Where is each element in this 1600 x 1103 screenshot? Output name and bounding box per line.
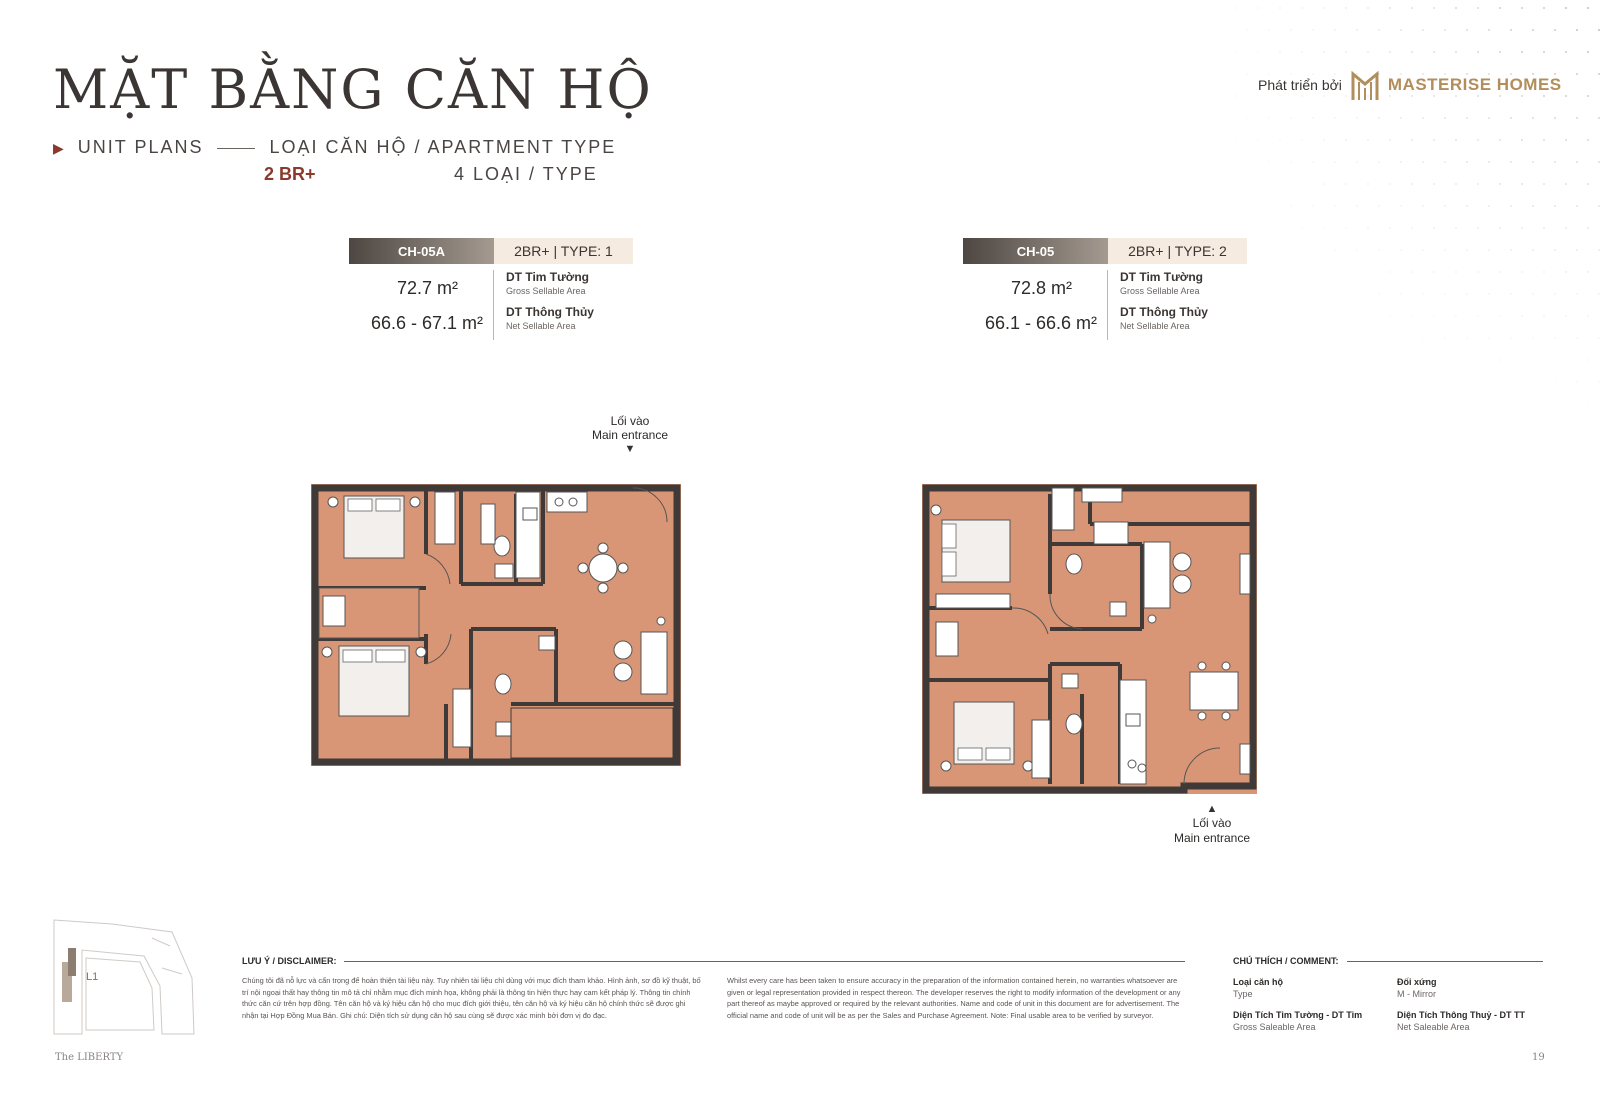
- legend-key: Diện Tích Thông Thuỷ - DT TT: [1397, 1010, 1525, 1020]
- triangle-bullet-icon: ▶: [53, 140, 66, 156]
- disclaimer-title: LƯU Ý / DISCLAIMER:: [242, 956, 337, 966]
- developed-by-label: Phát triển bởi: [1258, 77, 1342, 93]
- gross-area-label-en: Gross Sellable Area: [506, 286, 586, 296]
- comment-header: [1233, 956, 1543, 966]
- developer-brand: [1258, 68, 1562, 102]
- divider-line: [1347, 961, 1544, 962]
- comment-title: CHÚ THÍCH / COMMENT:: [1233, 956, 1339, 966]
- brand-name: MASTERISE HOMES: [1387, 75, 1562, 94]
- legend-item: [1397, 1010, 1525, 1032]
- divider-line: [217, 148, 255, 149]
- legend-item: [1397, 977, 1437, 999]
- unit-type: 2BR+ | TYPE: 1: [494, 238, 633, 264]
- legend-key: Đối xứng: [1397, 977, 1437, 987]
- entrance-label-en: Main entrance: [591, 428, 669, 443]
- page-number: 19: [1532, 1052, 1545, 1063]
- main-entrance-marker-2: [1162, 803, 1262, 845]
- legend-item: [1233, 1010, 1362, 1032]
- legend-key: Diện Tích Tim Tường - DT Tim: [1233, 1010, 1363, 1020]
- apartment-type-label: LOẠI CĂN HỘ / APARTMENT TYPE: [269, 137, 617, 157]
- legend-item: [1233, 977, 1283, 999]
- type-count: 4 LOẠI / TYPE: [454, 164, 598, 184]
- disclaimer-header: [242, 956, 1185, 966]
- unit-code: CH-05A: [349, 238, 494, 264]
- legend-desc: M - Mirror: [1397, 989, 1436, 999]
- legend-desc: Gross Saleable Area: [1233, 1022, 1316, 1032]
- unit-type: 2BR+ | TYPE: 2: [1108, 238, 1247, 264]
- entrance-label-vi: Lối vào: [610, 414, 650, 428]
- net-area-value: 66.6 - 67.1 m²: [370, 313, 483, 333]
- unit-card-ch-05a: [349, 238, 633, 340]
- net-area-value: 66.1 - 66.6 m²: [984, 313, 1097, 333]
- gross-area-label-en: Gross Sellable Area: [1120, 286, 1200, 296]
- arrow-up-icon: ▲: [1206, 803, 1218, 815]
- gross-area-value: 72.8 m²: [1010, 278, 1072, 298]
- net-area-label-en: Net Sellable Area: [506, 321, 576, 331]
- subtitle-row: [53, 137, 616, 158]
- gross-area-label: DT Tim Tường: [506, 270, 589, 284]
- project-name: The LIBERTY: [55, 1052, 124, 1063]
- entrance-label-vi: Lối vào: [1192, 816, 1232, 831]
- disclaimer-text-en: Whilst every care has been taken to ensure accuracy in the preparation of the information contained herein, no warranties whatsoever are given or legal representation provided in respect thereon. The developer reserves the right to modify information of the development or any part thereof as maybe approved or required by the relevant authorities. Name and code of unit in this document are for advertisement. The official name and code of unit will be as per the Sales and Purchase Agreement. Note: Final usable area to be verified by surveyor.: [727, 976, 1181, 1020]
- floor-plan-ch-05a: [311, 484, 681, 766]
- entrance-label-en: Main entrance: [1173, 830, 1251, 845]
- legend-desc: Net Saleable Area: [1397, 1022, 1470, 1032]
- unit-plans-label: UNIT PLANS: [77, 137, 204, 157]
- legend-desc: Type: [1233, 989, 1253, 999]
- unit-card-ch-05: [963, 238, 1247, 340]
- masterise-logo-icon: [1350, 68, 1380, 102]
- main-entrance-marker-1: [580, 414, 680, 456]
- unit-code: CH-05: [963, 238, 1108, 264]
- gross-area-value: 72.7 m²: [396, 278, 458, 298]
- gross-area-label: DT Tim Tường: [1120, 270, 1203, 284]
- br-tag: 2 BR+: [264, 164, 316, 184]
- divider-line: [344, 961, 1185, 962]
- net-area-label-en: Net Sellable Area: [1120, 321, 1190, 331]
- floor-plan-ch-05: [922, 484, 1257, 794]
- net-area-label: DT Thông Thủy: [1120, 305, 1208, 319]
- site-key-map: [52, 918, 198, 1038]
- net-area-label: DT Thông Thủy: [506, 305, 594, 319]
- floor-label: L1: [86, 971, 99, 983]
- page-title: MẶT BẰNG CĂN HỘ: [53, 58, 653, 121]
- arrow-down-icon: ▼: [624, 442, 636, 455]
- disclaimer-text-vi: Chúng tôi đã nỗ lực và cẩn trọng để hoàn thiện tài liệu này. Tuy nhiên tài liệu chỉ dùng với mục đích tham khảo. Hình ảnh, sơ đồ kỹ thuật, bố trí nội ngoại thất hay thông tin mô tả chỉ nhằm mục đích minh họa, không phải là thông tin hiện thực hay cam kết pháp lý. Thông tin chính thức căn cứ trên hợp đồng. Tên căn hộ và ký hiệu căn hộ cho mục đích giới thiệu, tên căn hộ và ký hiệu căn hộ chính thức sẽ được ghi nhận tại Hợp Đồng Mua Bán. Ghi chú: Diện tích sử dụng căn hộ sau cùng sẽ được xác minh bởi đơn vị đo đạc.: [242, 976, 701, 1020]
- legend-key: Loại căn hộ: [1233, 977, 1284, 987]
- dot-pattern-decoration: [1180, 0, 1600, 420]
